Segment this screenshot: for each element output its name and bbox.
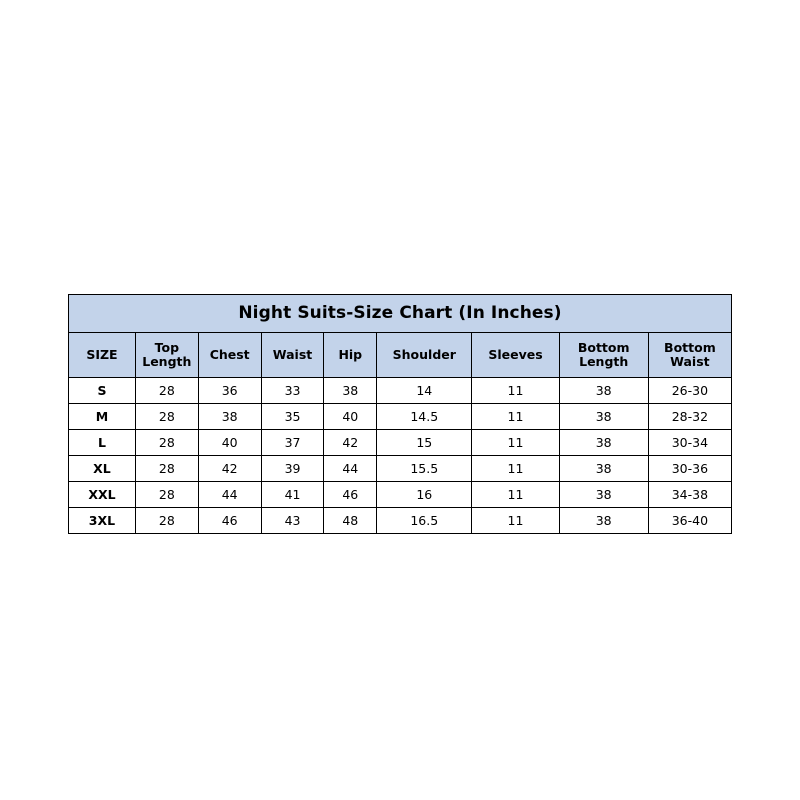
column-header-bottom-length: Bottom Length bbox=[559, 333, 648, 378]
table-row bbox=[69, 430, 732, 456]
cell-waist: 43 bbox=[261, 508, 324, 534]
cell-chest: 38 bbox=[198, 404, 261, 430]
cell-bottom-waist: 28-32 bbox=[648, 404, 731, 430]
cell-chest: 44 bbox=[198, 482, 261, 508]
cell-hip: 42 bbox=[324, 430, 377, 456]
cell-chest: 46 bbox=[198, 508, 261, 534]
cell-bottom-waist: 30-36 bbox=[648, 456, 731, 482]
cell-top-length: 28 bbox=[135, 430, 198, 456]
cell-shoulder: 15 bbox=[377, 430, 472, 456]
cell-bottom-length: 38 bbox=[559, 508, 648, 534]
cell-size: 3XL bbox=[69, 508, 136, 534]
cell-hip: 48 bbox=[324, 508, 377, 534]
cell-shoulder: 14 bbox=[377, 378, 472, 404]
column-header-bottom-waist: Bottom Waist bbox=[648, 333, 731, 378]
cell-bottom-waist: 36-40 bbox=[648, 508, 731, 534]
cell-size: M bbox=[69, 404, 136, 430]
cell-top-length: 28 bbox=[135, 482, 198, 508]
cell-hip: 44 bbox=[324, 456, 377, 482]
cell-shoulder: 16.5 bbox=[377, 508, 472, 534]
table-row bbox=[69, 508, 732, 534]
cell-bottom-length: 38 bbox=[559, 456, 648, 482]
column-header-size: SIZE bbox=[69, 333, 136, 378]
cell-bottom-length: 38 bbox=[559, 482, 648, 508]
cell-waist: 33 bbox=[261, 378, 324, 404]
cell-size: S bbox=[69, 378, 136, 404]
cell-hip: 40 bbox=[324, 404, 377, 430]
cell-shoulder: 15.5 bbox=[377, 456, 472, 482]
cell-sleeves: 11 bbox=[472, 456, 559, 482]
cell-sleeves: 11 bbox=[472, 482, 559, 508]
column-header-waist: Waist bbox=[261, 333, 324, 378]
table-row bbox=[69, 378, 732, 404]
cell-size: L bbox=[69, 430, 136, 456]
cell-chest: 40 bbox=[198, 430, 261, 456]
cell-top-length: 28 bbox=[135, 508, 198, 534]
size-chart-container bbox=[68, 294, 732, 534]
column-header-chest: Chest bbox=[198, 333, 261, 378]
cell-waist: 39 bbox=[261, 456, 324, 482]
cell-bottom-length: 38 bbox=[559, 378, 648, 404]
cell-top-length: 28 bbox=[135, 456, 198, 482]
cell-shoulder: 14.5 bbox=[377, 404, 472, 430]
cell-bottom-length: 38 bbox=[559, 430, 648, 456]
cell-top-length: 28 bbox=[135, 404, 198, 430]
column-header-sleeves: Sleeves bbox=[472, 333, 559, 378]
cell-top-length: 28 bbox=[135, 378, 198, 404]
table-row bbox=[69, 404, 732, 430]
cell-waist: 41 bbox=[261, 482, 324, 508]
cell-sleeves: 11 bbox=[472, 508, 559, 534]
chart-title: Night Suits-Size Chart (In Inches) bbox=[68, 294, 732, 332]
cell-sleeves: 11 bbox=[472, 378, 559, 404]
cell-size: XL bbox=[69, 456, 136, 482]
cell-chest: 36 bbox=[198, 378, 261, 404]
cell-hip: 46 bbox=[324, 482, 377, 508]
column-header-hip: Hip bbox=[324, 333, 377, 378]
column-header-shoulder: Shoulder bbox=[377, 333, 472, 378]
cell-bottom-waist: 26-30 bbox=[648, 378, 731, 404]
cell-hip: 38 bbox=[324, 378, 377, 404]
cell-size: XXL bbox=[69, 482, 136, 508]
table-row bbox=[69, 482, 732, 508]
cell-waist: 35 bbox=[261, 404, 324, 430]
cell-waist: 37 bbox=[261, 430, 324, 456]
cell-shoulder: 16 bbox=[377, 482, 472, 508]
header-row bbox=[69, 333, 732, 378]
column-header-top-length: Top Length bbox=[135, 333, 198, 378]
cell-bottom-waist: 30-34 bbox=[648, 430, 731, 456]
table-row bbox=[69, 456, 732, 482]
cell-chest: 42 bbox=[198, 456, 261, 482]
cell-bottom-length: 38 bbox=[559, 404, 648, 430]
table-body bbox=[69, 378, 732, 534]
table-header bbox=[69, 333, 732, 378]
cell-bottom-waist: 34-38 bbox=[648, 482, 731, 508]
cell-sleeves: 11 bbox=[472, 430, 559, 456]
size-chart-table bbox=[68, 294, 732, 534]
cell-sleeves: 11 bbox=[472, 404, 559, 430]
